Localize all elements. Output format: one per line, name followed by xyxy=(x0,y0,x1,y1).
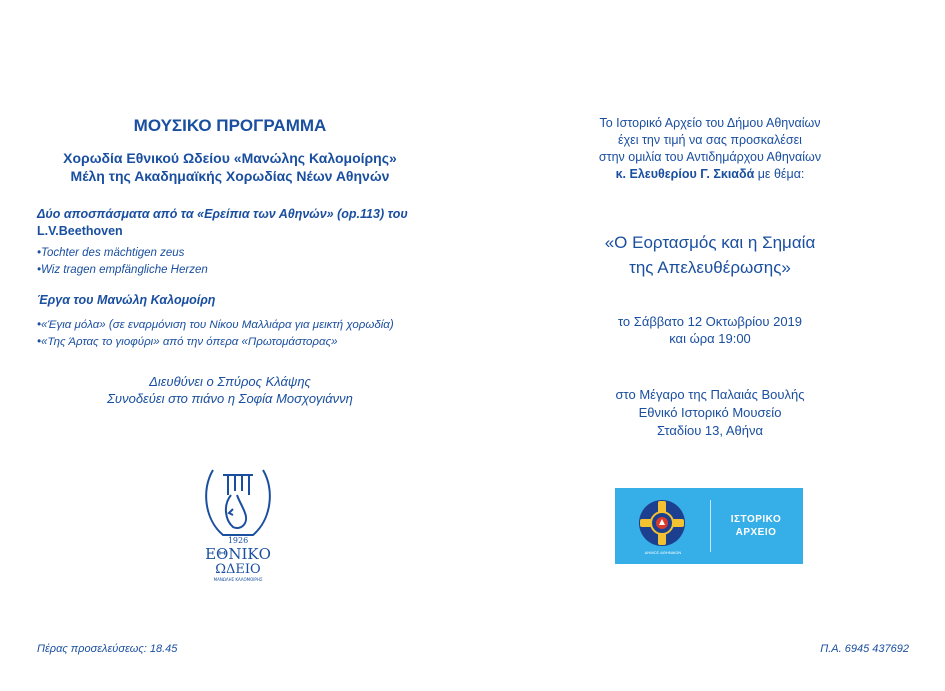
intro-line: έχει την τιμή να σας προσκαλέσει xyxy=(618,133,802,147)
speaker-suffix: με θέμα: xyxy=(754,167,805,181)
lyre-head-icon xyxy=(193,465,283,585)
event-time: και ώρα 19:00 xyxy=(669,331,751,346)
intro-line: στην ομιλία του Αντιδημάρχου Αθηναίων xyxy=(598,150,822,164)
theme-line: «Ο Εορτασμός και η Σημαία xyxy=(604,233,816,252)
list-item: •Wiz tragen empfängliche Herzen xyxy=(37,264,208,276)
logo-line2: ΩΔΕΙΟ xyxy=(215,562,261,577)
part1-composer: L.V.Beethoven xyxy=(37,224,123,238)
pianist-line: Συνοδεύει στο πιάνο η Σοφία Μοσχογιάννη xyxy=(107,391,353,406)
athens-seal-icon xyxy=(637,498,687,548)
logo-small: ΜΑΝΩΛΗΣ ΚΑΛΟΜΟΙΡΗΣ xyxy=(213,577,263,582)
performers xyxy=(20,373,440,407)
contact-number: Π.Α. 6945 437692 xyxy=(820,643,909,655)
invitation-text xyxy=(500,115,920,183)
archive-line: ΙΣΤΟΡΙΚΟ xyxy=(730,514,782,525)
venue-line: Εθνικό Ιστορικό Μουσείο xyxy=(638,405,782,420)
part1-heading xyxy=(37,206,408,240)
list-item: •«Έγια μόλα» (σε εναρμόνιση του Νίκου Μαλλιάρα για μεικτή χορωδία) xyxy=(37,319,394,331)
logo-line1: ΕΘΝΙΚΟ xyxy=(205,545,271,563)
event-venue xyxy=(500,386,920,440)
choir-info xyxy=(20,149,440,185)
speaker-name: κ. Ελευθερίου Γ. Σκιαδά xyxy=(615,167,755,181)
archive-line: ΑΡΧΕΙΟ xyxy=(735,527,777,538)
municipality-label: ΔΗΜΟΣ ΑΘΗΝΑΙΩΝ xyxy=(644,550,682,555)
logo-year: 1926 xyxy=(227,536,249,545)
intro-line: Το Ιστορικό Αρχείο του Δήμου Αθηναίων xyxy=(599,116,821,130)
speaker-line xyxy=(500,166,920,183)
archive-divider xyxy=(710,500,711,552)
venue-line: στο Μέγαρο της Παλαιάς Βουλής xyxy=(615,387,805,402)
list-item: •Tochter des mächtigen zeus xyxy=(37,247,185,259)
venue-line: Σταδίου 13, Αθήνα xyxy=(656,423,764,438)
theme-line: της Απελευθέρωσης» xyxy=(629,258,791,277)
conductor-line: Διευθύνει ο Σπύρος Κλάψης xyxy=(149,374,311,389)
part2-heading: Έργα του Μανώλη Καλομοίρη xyxy=(37,293,216,307)
historical-archive-logo xyxy=(615,488,803,564)
part2-list xyxy=(37,317,394,351)
part1-text: Δύο αποσπάσματα από τα «Ερείπια των Αθηνών» (op.113) του xyxy=(37,207,408,221)
conservatory-logo xyxy=(193,465,283,585)
lecture-theme xyxy=(500,230,920,280)
part1-list xyxy=(37,245,208,279)
arrival-time: Πέρας προσελεύσεως: 18.45 xyxy=(37,643,178,655)
program-title: ΜΟΥΣΙΚΟ ΠΡΟΓΡΑΜΜΑ xyxy=(133,116,327,135)
archive-label xyxy=(715,513,797,539)
choir-members: Μέλη της Ακαδημαϊκής Χορωδίας Νέων Αθηνών xyxy=(70,168,390,184)
choir-name: Χορωδία Εθνικού Ωδείου «Μανώλης Καλομοίρης» xyxy=(63,150,397,166)
event-datetime xyxy=(500,313,920,347)
list-item: •«Της Άρτας το γιοφύρι» από την όπερα «Πρωτομάστορας» xyxy=(37,336,338,348)
event-date: το Σάββατο 12 Οκτωβρίου 2019 xyxy=(617,314,803,329)
